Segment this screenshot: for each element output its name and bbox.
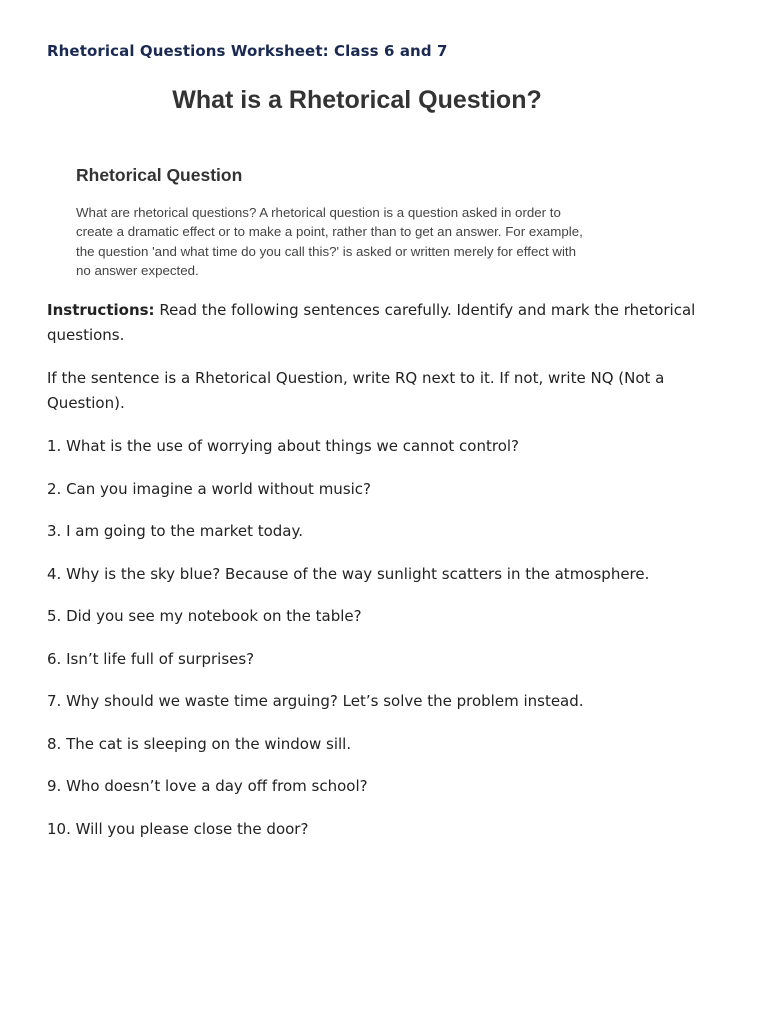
question-item: 1. What is the use of worrying about things we cannot control? <box>47 437 520 455</box>
worksheet-content <box>47 298 737 859</box>
figure-subheading: Rhetorical Question <box>76 165 243 185</box>
document-title: Rhetorical Questions Worksheet: Class 6 and 7 <box>47 42 448 60</box>
question-list <box>47 434 737 842</box>
definition-line: create a dramatic effect or to make a point, rather than to get an answer. For example, <box>76 224 583 240</box>
question-item: 3. I am going to the market today. <box>47 522 303 540</box>
question-item: 9. Who doesn’t love a day off from school? <box>47 777 368 795</box>
question-item: 5. Did you see my notebook on the table? <box>47 607 362 625</box>
definition-line: no answer expected. <box>76 262 199 278</box>
question-item: 2. Can you imagine a world without music? <box>47 479 372 498</box>
question-item: 4. Why is the sky blue? Because of the way sunlight scatters in the atmosphere. <box>47 564 650 583</box>
instructions-paragraph <box>47 298 737 348</box>
instructions-rule: If the sentence is a Rhetorical Question, write RQ next to it. If not, write NQ (Not a Question). <box>47 369 665 412</box>
figure-definition <box>76 203 656 280</box>
question-item: 6. Isn’t life full of surprises? <box>47 649 255 668</box>
definition-line: What are rhetorical questions? A rhetorical question is a question asked in order to <box>76 205 561 220</box>
definition-line: the question 'and what time do you call this?' is asked or written merely for effect with <box>76 243 577 259</box>
question-item: 7. Why should we waste time arguing? Let’s solve the problem instead. <box>47 692 584 710</box>
definition-figure <box>72 82 672 282</box>
figure-heading: What is a Rhetorical Question? <box>172 86 542 114</box>
question-item: 10. Will you please close the door? <box>47 819 309 838</box>
instructions-label: Instructions: <box>47 301 155 319</box>
instructions-text: Read the following sentences carefully. Identify and mark the rhetorical questions. <box>47 301 696 344</box>
question-item: 8. The cat is sleeping on the window sill. <box>47 734 352 753</box>
